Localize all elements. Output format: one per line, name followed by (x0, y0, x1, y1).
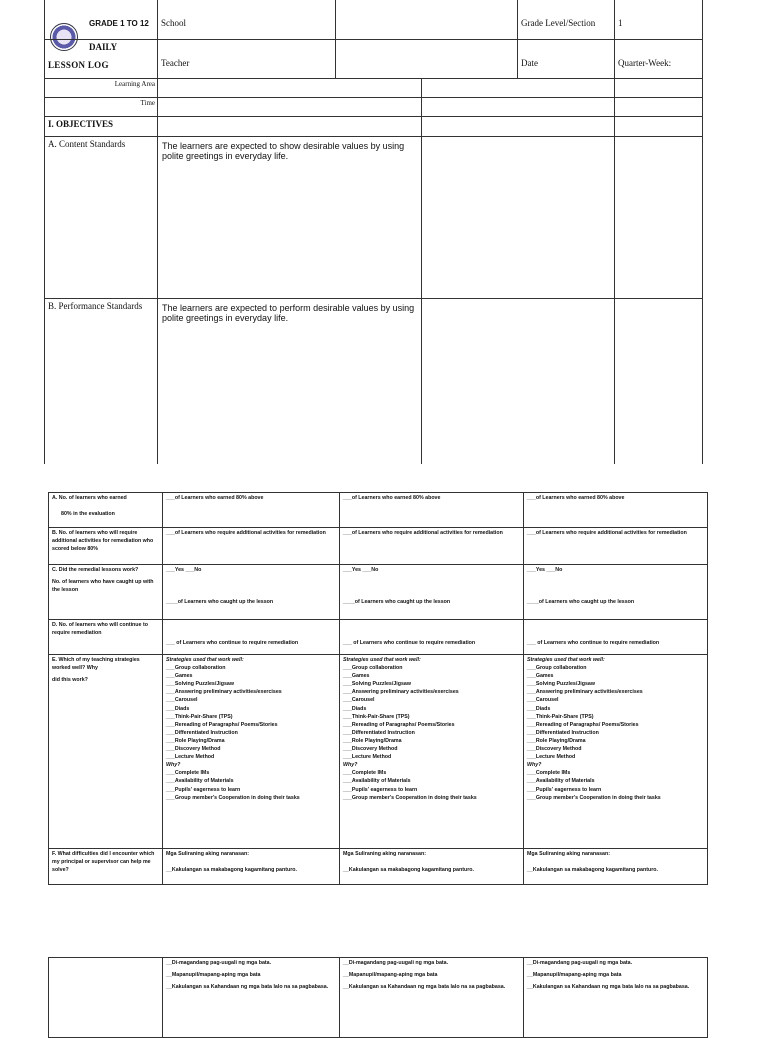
reflection-f-label (49, 849, 163, 885)
time-value-3[interactable] (615, 97, 703, 116)
reflection-f-col2[interactable] (340, 849, 524, 885)
strategy-item[interactable]: ___Rereading of Paragraphs/ Poems/Stories (166, 721, 278, 728)
a-label-line-1: A. No. of learners who earned (52, 495, 127, 501)
strategy-item[interactable]: ___Group collaboration (343, 665, 403, 672)
content-standards-value: The learners are expected to show desirable values by using polite greetings in everyday life. (162, 140, 405, 161)
c-yes-no-1: ___Yes ___No (166, 567, 202, 573)
c-value-1: ____of Learners who caught up the lesson (166, 599, 274, 606)
e-heading: Strategies used that work well: (166, 657, 244, 663)
grade-title: GRADE 1 TO 12 (89, 19, 149, 28)
e-why: Why? (527, 762, 542, 769)
objectives-cell-3 (615, 116, 703, 136)
c-yes-no-2: ___Yes ___No (343, 567, 379, 573)
lesson-log-title: LESSON LOG (48, 59, 109, 70)
f-value-3: __Kakulangan sa makabagong kagamitang panturo. (527, 867, 658, 874)
problems-col2[interactable] (340, 958, 524, 1038)
reflection-e-col3[interactable] (524, 655, 708, 849)
reflection-e-col1[interactable] (163, 655, 340, 849)
strategy-item[interactable]: ___Answering preliminary activities/exercises (527, 689, 643, 696)
strategy-item[interactable]: ___Role Playing/Drama (343, 737, 402, 744)
time-value-2[interactable] (422, 97, 615, 116)
learning-area-value-2[interactable] (422, 78, 615, 97)
reflection-b-label (49, 528, 163, 565)
objectives-heading (45, 116, 158, 136)
school-value[interactable] (336, 0, 518, 39)
objectives-cell-2 (422, 116, 615, 136)
strategy-item[interactable]: ___Lecture Method (527, 754, 576, 761)
reflection-c-col1[interactable] (163, 565, 340, 620)
e-why: Why? (343, 762, 358, 769)
performance-standards-label (45, 298, 158, 464)
strategy-item[interactable]: ___Differentiated Instruction (166, 729, 238, 736)
content-standards-label-text: A. Content Standards (48, 138, 126, 149)
strategy-item[interactable]: ___Discovery Method (166, 746, 221, 753)
a-value-2: ___of Learners who earned 80% above (343, 495, 441, 501)
f-heading-2: Mga Suliraning aking naranasan: (343, 851, 427, 857)
f-value-1: __Kakulangan sa makabagong kagamitang panturo. (166, 867, 297, 874)
learning-area-value-1[interactable] (158, 78, 422, 97)
reflection-b-col2[interactable] (340, 528, 524, 565)
reflection-e-label (49, 655, 163, 849)
problem-item[interactable]: __Kakulangan sa Kahandaan ng mga bata lalo na sa pagbabasa. (166, 984, 329, 991)
learning-area-text: Learning Area (114, 79, 155, 88)
strategy-item[interactable]: ___Think-Pair-Share (TPS) (166, 713, 233, 720)
strategy-item[interactable]: ___Carousel (343, 697, 375, 704)
strategy-item[interactable]: ___Games (527, 673, 554, 680)
why-item[interactable]: ___Group member's Cooperation in doing their tasks (166, 794, 300, 801)
e-label-line-1: E. Which of my teaching strategies worked well? Why (52, 657, 140, 672)
reflection-a-label (49, 493, 163, 528)
time-label (45, 97, 158, 116)
grade-section-label (518, 0, 615, 39)
strategy-item[interactable]: ___Games (343, 673, 370, 680)
problem-item[interactable]: __Di-magandang pag-uugali ng mga bata. (343, 960, 449, 966)
why-item[interactable]: ___Pupils' eagerness to learn (166, 786, 241, 793)
why-item[interactable]: ___Complete IMs (527, 770, 571, 777)
problems-table (48, 957, 708, 1038)
strategy-item[interactable]: ___Differentiated Instruction (343, 729, 415, 736)
reflection-a-col1[interactable] (163, 493, 340, 528)
objectives-heading-text: I. OBJECTIVES (48, 118, 114, 129)
content-standards-text (158, 136, 422, 298)
date-label-text: Date (521, 57, 538, 68)
d-value-2: ___ of Learners who continue to require remediation (343, 640, 476, 646)
c-label-line-1: C. Did the remedial lessons work? (52, 567, 139, 573)
d-label-text: D. No. of learners who will continue to require remediation (52, 622, 148, 637)
strategy-item[interactable]: ___Solving Puzzles/Jigsaw (343, 681, 412, 688)
reflection-d-col1[interactable] (163, 620, 340, 655)
strategy-item[interactable]: ___Diads (527, 705, 551, 712)
d-value-3: ___ of Learners who continue to require remediation (527, 640, 660, 646)
b-label-text: B. No. of learners who will require additional activities for remediation who scored below 80% (52, 530, 154, 553)
problem-item[interactable]: __Mapanupil/mapang-aping mga bata (527, 972, 622, 979)
quarter-week-label (615, 39, 703, 78)
reflection-table (48, 492, 708, 885)
problem-item[interactable]: __Kakulangan sa Kahandaan ng mga bata lalo na sa pagbabasa. (343, 984, 506, 991)
why-item[interactable]: ___Group member's Cooperation in doing their tasks (343, 794, 477, 801)
strategy-item[interactable]: ___Solving Puzzles/Jigsaw (527, 681, 596, 688)
problem-item[interactable]: __Mapanupil/mapang-aping mga bata (343, 972, 438, 979)
problem-item[interactable]: __Mapanupil/mapang-aping mga bata (166, 972, 261, 979)
b-value-2: ___of Learners who require additional activities for remediation (343, 530, 503, 536)
performance-standards-cell-3 (615, 298, 703, 464)
strategy-item[interactable]: ___Think-Pair-Share (TPS) (527, 713, 594, 720)
reflection-f-col3[interactable] (524, 849, 708, 885)
a-value-3: ___of Learners who earned 80% above (527, 495, 625, 501)
reflection-c-col3[interactable] (524, 565, 708, 620)
time-text: Time (140, 98, 155, 107)
a-value-1: ___of Learners who earned 80% above (166, 495, 264, 501)
reflection-d-label (49, 620, 163, 655)
strategy-item[interactable]: ___Think-Pair-Share (TPS) (343, 713, 410, 720)
learning-area-value-3[interactable] (615, 78, 703, 97)
performance-standards-cell-2 (422, 298, 615, 464)
c-yes-no-3: ___Yes ___No (527, 567, 563, 573)
reflection-c-col2[interactable] (340, 565, 524, 620)
strategy-item[interactable]: ___Games (166, 673, 193, 680)
problem-item[interactable]: __Di-magandang pag-uugali ng mga bata. (527, 960, 633, 966)
strategy-item[interactable]: ___Answering preliminary activities/exercises (343, 689, 459, 696)
strategy-item[interactable]: ___Group collaboration (527, 665, 587, 672)
why-item[interactable]: ___Pupils' eagerness to learn (527, 786, 602, 793)
time-value-1[interactable] (158, 97, 422, 116)
why-item[interactable]: ___Availability of Materials (166, 778, 234, 785)
reflection-a-col2[interactable] (340, 493, 524, 528)
problems-col1[interactable] (163, 958, 340, 1038)
strategy-item[interactable]: ___Discovery Method (527, 746, 582, 753)
teacher-label (158, 39, 336, 78)
performance-standards-value: The learners are expected to perform desirable values by using polite greetings in everyday life. (162, 302, 415, 323)
performance-standards-label-text: B. Performance Standards (48, 300, 143, 311)
strategy-item[interactable]: ___Answering preliminary activities/exercises (166, 689, 282, 696)
grade-section-value[interactable] (615, 0, 703, 39)
strategy-item[interactable]: ___Rereading of Paragraphs/ Poems/Stories (527, 721, 639, 728)
title-cell (45, 0, 158, 39)
strategy-item[interactable]: ___Differentiated Instruction (527, 729, 599, 736)
date-label (518, 39, 615, 78)
objectives-cell-1 (158, 116, 422, 136)
strategy-item[interactable]: ___Diads (343, 705, 367, 712)
title-cell-2 (45, 39, 158, 78)
strategy-item[interactable]: ___Role Playing/Drama (527, 737, 586, 744)
strategy-item[interactable]: ___Carousel (527, 697, 559, 704)
lesson-log-header-table (44, 0, 703, 464)
strategy-item[interactable]: ___Carousel (166, 697, 198, 704)
c-value-2: ____of Learners who caught up the lesson (343, 599, 451, 606)
problems-label (49, 958, 163, 1038)
why-item[interactable]: ___Group member's Cooperation in doing their tasks (527, 794, 661, 801)
quarter-week-label-text: Quarter-Week: (618, 57, 672, 68)
why-item[interactable]: ___Complete IMs (166, 770, 210, 777)
strategy-item[interactable]: ___Solving Puzzles/Jigsaw (166, 681, 235, 688)
strategy-item[interactable]: ___Rereading of Paragraphs/ Poems/Stories (343, 721, 455, 728)
content-standards-cell-3 (615, 136, 703, 298)
performance-standards-text (158, 298, 422, 464)
reflection-d-col3[interactable] (524, 620, 708, 655)
e-label-line-2: did this work? (52, 677, 88, 684)
why-item[interactable]: ___Availability of Materials (527, 778, 595, 785)
strategy-item[interactable]: ___Discovery Method (343, 746, 398, 753)
why-item[interactable]: ___Pupils' eagerness to learn (343, 786, 418, 793)
grade-section-label-text: Grade Level/Section (521, 18, 596, 28)
a-label-line-2: 80% in the evaluation (61, 511, 115, 518)
strategy-item[interactable]: ___Group collaboration (166, 665, 226, 672)
grade-section-value-text: 1 (618, 18, 623, 28)
problem-item[interactable]: __Kakulangan sa Kahandaan ng mga bata lalo na sa pagbabasa. (527, 984, 690, 991)
reflection-d-col2[interactable] (340, 620, 524, 655)
reflection-f-col1[interactable] (163, 849, 340, 885)
teacher-value[interactable] (336, 39, 518, 78)
reflection-c-label (49, 565, 163, 620)
learning-area-label (45, 78, 158, 97)
e-heading: Strategies used that work well: (343, 657, 421, 663)
reflection-b-col1[interactable] (163, 528, 340, 565)
why-item[interactable]: ___Complete IMs (343, 770, 387, 777)
school-label (158, 0, 336, 39)
strategy-item[interactable]: ___Lecture Method (343, 754, 392, 761)
f-value-2: __Kakulangan sa makabagong kagamitang panturo. (343, 867, 474, 874)
why-item[interactable]: ___Availability of Materials (343, 778, 411, 785)
reflection-b-col3[interactable] (524, 528, 708, 565)
school-label-text: School (161, 18, 187, 28)
content-standards-cell-2 (422, 136, 615, 298)
c-label-line-2: No. of learners who have caught up with the lesson (52, 579, 154, 594)
d-value-1: ___ of Learners who continue to require remediation (166, 640, 299, 646)
problems-col3[interactable] (524, 958, 708, 1038)
content-standards-label (45, 136, 158, 298)
reflection-a-col3[interactable] (524, 493, 708, 528)
b-value-3: ___of Learners who require additional activities for remediation (527, 530, 687, 536)
problem-item[interactable]: __Di-magandang pag-uugali ng mga bata. (166, 960, 272, 966)
f-label-text: F. What difficulties did I encounter which my principal or supervisor can help me solve? (52, 851, 155, 874)
f-heading-3: Mga Suliraning aking naranasan: (527, 851, 611, 857)
strategy-item[interactable]: ___Role Playing/Drama (166, 737, 225, 744)
b-value-1: ___of Learners who require additional activities for remediation (166, 530, 326, 536)
strategy-item[interactable]: ___Lecture Method (166, 754, 215, 761)
strategy-item[interactable]: ___Diads (166, 705, 190, 712)
daily-title: DAILY (89, 41, 118, 52)
teacher-label-text: Teacher (161, 57, 190, 68)
reflection-e-col2[interactable] (340, 655, 524, 849)
f-heading-1: Mga Suliraning aking naranasan: (166, 851, 250, 857)
e-heading: Strategies used that work well: (527, 657, 605, 663)
e-why: Why? (166, 762, 181, 769)
c-value-3: ____of Learners who caught up the lesson (527, 599, 635, 606)
